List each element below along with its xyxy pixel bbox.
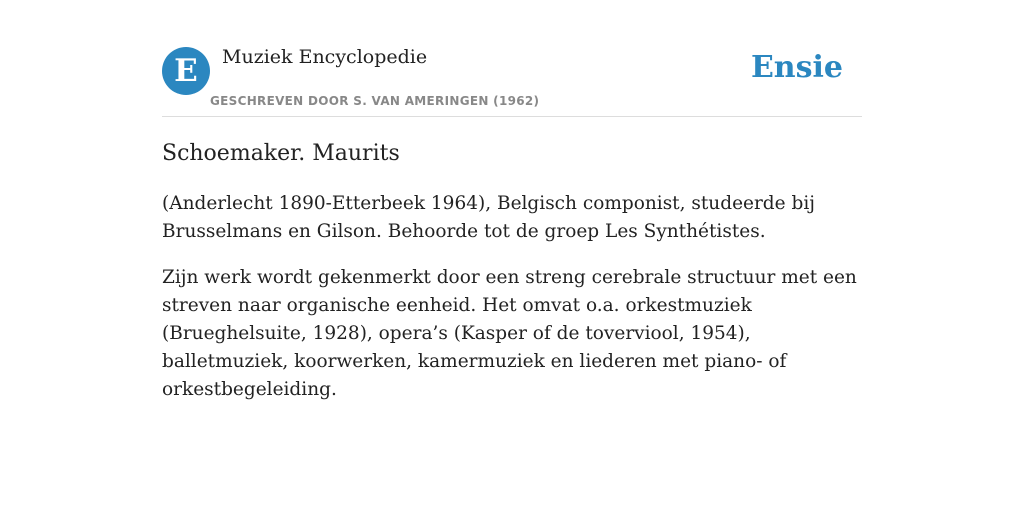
article-paragraph: Zijn werk wordt gekenmerkt door een streng cerebrale structuur met een streven naar organische eenheid. Het omvat o.a. orkestmuziek (Brueghelsuite, 1928), opera’s (Kasper of de toverviool, 1954), balletmuziek, koorwerken, kamermuziek en liederen met piano- of orkestbegeleiding. bbox=[162, 267, 857, 400]
author-line: GESCHREVEN DOOR S. VAN AMERINGEN (1962) bbox=[210, 94, 540, 108]
article-title: Schoemaker. Maurits bbox=[162, 141, 400, 166]
article-paragraph: (Anderlecht 1890-Etterbeek 1964), Belgisch componist, studeerde bij Brusselmans en Gilson. Behoorde tot de groep Les Synthétistes. bbox=[162, 193, 815, 242]
encyclopedia-logo-icon[interactable]: E bbox=[162, 47, 210, 95]
book-title-link[interactable]: Muziek Encyclopedie bbox=[222, 46, 428, 68]
header bbox=[162, 40, 862, 117]
article bbox=[162, 138, 862, 422]
ensie-brand-logo[interactable]: Ensie bbox=[750, 50, 843, 85]
